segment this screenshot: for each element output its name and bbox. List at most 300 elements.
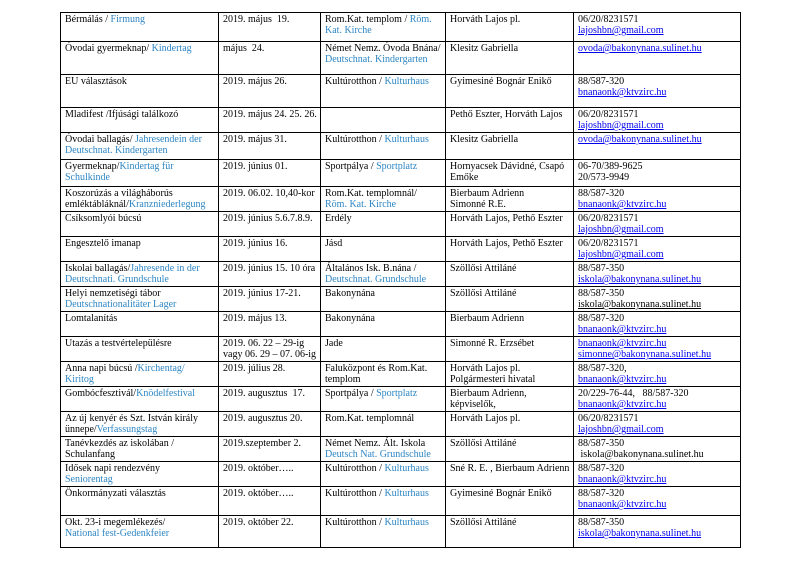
table-cell [446,75,574,108]
text-segment: Horváth Lajos pl. [450,14,521,25]
text-segment: Kultúrotthon / [325,76,385,87]
table-cell [574,516,741,548]
table-cell [219,516,321,548]
table-cell [219,287,321,312]
text-segment: Bierbaum Adrienn [450,313,525,324]
table-row [61,516,741,548]
table-cell [574,262,741,287]
text-segment: Bierbaum Adrienn [450,188,525,199]
text-segment: 2019. május 13. [223,313,287,324]
cell-line [578,249,738,260]
text-segment: 2019. június 16. [223,238,288,249]
text-segment: 2019. június 01. [223,161,288,172]
table-cell [61,262,219,287]
cell-line [325,25,443,36]
cell-line [223,14,318,25]
cell-line [578,338,738,349]
text-segment: 2019. október 22. [223,517,294,528]
translation-text: Deutsch Nat. Grundschule [325,449,431,460]
cell-line [578,474,738,485]
text-segment: 2019.szeptember 2. [223,438,302,449]
cell-line [578,172,738,183]
cell-line [325,238,443,249]
email-link[interactable]: bnanaonk@ktvzirc.hu [578,474,667,485]
text-segment: Polgármesteri hivatal [450,374,536,385]
table-cell [61,75,219,108]
text-segment: Lomtalanítás [65,313,118,324]
cell-line [578,14,738,25]
translation-text: Verfassungstag [96,424,158,435]
table-cell [219,437,321,462]
email-link[interactable]: lajoshbn@gmail.com [578,224,664,235]
table-cell [446,108,574,133]
email-link[interactable]: lajoshbn@gmail.com [578,120,664,131]
text-segment: Kultúrotthon / [325,134,385,145]
table-cell [219,160,321,187]
text-segment: 06/20/8231571 [578,213,639,224]
cell-line [223,413,318,424]
cell-line [578,499,738,510]
table-cell [446,462,574,487]
table-row [61,462,741,487]
table-cell [61,13,219,42]
cell-line [578,188,738,199]
cell-line [65,14,216,25]
text-segment: 2019. október….. [223,488,294,499]
table-cell [446,362,574,387]
cell-line [325,388,443,399]
cell-line [450,488,571,499]
cell-line [65,517,216,528]
translation-text: Deutschnat. Kindergarten [325,54,428,65]
cell-line [223,438,318,449]
table-row [61,487,741,516]
cell-line [450,238,571,249]
cell-line [325,43,443,54]
cell-line [325,213,443,224]
translation-text: Kulturhaus [384,517,429,528]
table-cell [61,437,219,462]
cell-line [578,161,738,172]
table-cell [321,487,446,516]
text-segment: Jásd [325,238,343,249]
table-cell [446,412,574,437]
table-cell [446,387,574,412]
table-cell [321,516,446,548]
cell-line [223,134,318,145]
text-segment: Gombócfesztivál/ [65,388,137,399]
text-segment: 20/229-76-44, 88/587-320 [578,388,689,399]
text-segment: 2019. 06. 22 – 29-ig [223,338,305,349]
table-cell [446,287,574,312]
cell-line [450,517,571,528]
text-segment: 2019. augusztus 17. [223,388,305,399]
cell-line [65,424,216,435]
translation-text: Seniorentag [65,474,113,485]
table-row [61,187,741,212]
table-cell [219,187,321,212]
cell-line [223,43,318,54]
table-cell [446,42,574,75]
table-cell [219,262,321,287]
cell-line [450,213,571,224]
cell-line [65,172,216,183]
cell-line [223,161,318,172]
email-link[interactable]: ovoda@bakonynana.sulinet.hu [578,134,702,145]
cell-line [578,517,738,528]
table-cell [574,412,741,437]
cell-line [578,438,738,449]
cell-line [325,274,443,285]
table-cell [61,133,219,160]
cell-line [578,109,738,120]
cell-line [65,199,216,210]
events-table-body [61,13,741,548]
table-cell [61,387,219,412]
cell-line [578,299,738,310]
table-cell [61,516,219,548]
cell-line [325,363,443,374]
table-row [61,237,741,262]
text-segment: 88/587-320 [578,488,625,499]
text-segment: Horváth Lajos, Pethő Eszter [450,213,563,224]
table-cell [61,362,219,387]
text-segment: 2019. június 5.6.7.8.9. [223,213,313,224]
table-cell [574,108,741,133]
cell-line [223,213,318,224]
email-link[interactable]: bnanaonk@ktvzirc.hu [578,374,667,385]
text-segment: 2019. május 19. [223,14,290,25]
translation-text: Kindertag [151,43,192,54]
table-cell [574,362,741,387]
cell-line [223,488,318,499]
table-cell [574,237,741,262]
text-segment: emléktábláknál/ [65,199,129,210]
email-link[interactable]: lajoshbn@gmail.com [578,424,664,435]
table-row [61,287,741,312]
text-segment: 88/587-350 [578,263,625,274]
cell-line [578,288,738,299]
table-cell [446,487,574,516]
text-segment: május 24. [223,43,265,54]
cell-line [325,413,443,424]
text-segment: Idősek napi rendezvény [65,463,160,474]
table-cell [321,212,446,237]
table-cell [321,42,446,75]
events-table [60,12,741,548]
text-segment: Kultúrotthon / [325,488,385,499]
table-cell [321,437,446,462]
cell-line [65,109,216,120]
text-segment: Német Nemz. Óvoda Bnána/ [325,43,441,54]
cell-line [65,449,216,460]
text-segment: Rom.Kat. templomnál/ [325,188,417,199]
table-cell [219,487,321,516]
cell-line [223,188,318,199]
table-row [61,13,741,42]
text-segment: 88/587-350 [578,517,625,528]
table-cell [446,133,574,160]
cell-line [65,313,216,324]
cell-line [65,338,216,349]
cell-line [578,388,738,399]
email-link[interactable]: bnanaonk@ktvzirc.hu [578,199,667,210]
cell-line [325,288,443,299]
text-segment: Kultúrotthon / [325,517,385,528]
cell-line [450,338,571,349]
cell-line [223,388,318,399]
table-cell [446,187,574,212]
table-cell [321,187,446,212]
table-cell [219,462,321,487]
table-cell [61,42,219,75]
table-row [61,108,741,133]
text-segment: képviselők, [450,399,496,410]
text-segment: Sportpálya / [325,388,377,399]
email-link[interactable]: iskola@bakonynana.sulinet.hu [578,274,702,285]
email-link[interactable]: lajoshbn@gmail.com [578,25,664,36]
text-segment: Okt. 23-i megemlékezés/ [65,517,166,528]
translation-text: Kulturhaus [384,134,429,145]
email-link[interactable]: ovoda@bakonynana.sulinet.hu [578,43,702,54]
table-cell [219,42,321,75]
table-cell [574,387,741,412]
translation-text: Sportplatz [376,388,418,399]
table-cell [219,108,321,133]
table-cell [61,108,219,133]
table-cell [219,75,321,108]
text-segment: iskola@bakonynana.sulinet.hu [578,299,702,310]
cell-line [325,199,443,210]
cell-line [578,363,738,374]
table-row [61,160,741,187]
text-segment: Klesitz Gabriella [450,43,519,54]
cell-line [325,134,443,145]
table-cell [61,160,219,187]
text-segment: 2019. május 24. 25. 26. [223,109,317,120]
table-cell [61,487,219,516]
cell-line [578,463,738,474]
cell-line [578,374,738,385]
text-segment: Helyi nemzetiségi tábor [65,288,161,299]
cell-line [450,374,571,385]
cell-line [325,488,443,499]
table-cell [446,237,574,262]
cell-line [65,463,216,474]
text-segment: 88/587-320 [578,188,625,199]
email-link[interactable]: bnanaonk@ktvzirc.hu [578,399,667,410]
cell-line [450,438,571,449]
cell-line [578,134,738,145]
cell-line [578,87,738,98]
text-segment: Általános Isk. B.nána / [325,263,417,274]
cell-line [65,288,216,299]
cell-line [223,238,318,249]
table-cell [321,387,446,412]
text-segment: Csíksomlyói búcsú [65,213,142,224]
translation-text: Röm. [409,14,432,25]
text-segment: Klesitz Gabriella [450,134,519,145]
email-link[interactable]: simonne@bakonynana.sulinet.hu [578,349,712,360]
text-segment: Utazás a testvértelepülésre [65,338,172,349]
translation-text: National fest-Gedenkfeier [65,528,170,539]
text-segment: Óvodai ballagás/ [65,134,135,145]
cell-line [223,517,318,528]
table-cell [61,212,219,237]
cell-line [325,14,443,25]
table-cell [574,13,741,42]
text-segment: 20/573-9949 [578,172,630,183]
text-segment: 2019. június 15. 10 óra [223,263,316,274]
table-cell [61,237,219,262]
text-segment: Szöllősi Attiláné [450,438,517,449]
text-segment: 88/587-320 [578,313,625,324]
cell-line [65,374,216,385]
text-segment: Jade [325,338,343,349]
text-segment: Óvodai gyermeknap/ [65,43,152,54]
table-cell [61,312,219,337]
cell-line [450,363,571,374]
cell-line [65,161,216,172]
table-row [61,312,741,337]
cell-line [578,25,738,36]
text-segment: Mladifest /Ifjúsági találkozó [65,109,179,120]
cell-line [223,363,318,374]
table-cell [321,13,446,42]
text-segment: templom [325,374,361,385]
text-segment: Gyermeknap/ [65,161,120,172]
text-segment: 88/587-320 [578,463,625,474]
text-segment: 06/20/8231571 [578,14,639,25]
cell-line [325,517,443,528]
text-segment: Engesztelő imanap [65,238,141,249]
translation-text: Schulkinde [65,172,110,183]
cell-line [65,145,216,156]
table-cell [219,13,321,42]
table-cell [219,412,321,437]
cell-line [223,109,318,120]
translation-text: Jahresende in der [130,263,200,274]
text-segment: Schulanfang [65,449,115,460]
text-segment: 06/20/8231571 [578,413,639,424]
text-segment: Pethő Eszter, Horváth Lajos [450,109,563,120]
cell-line [325,374,443,385]
text-segment: Az új kenyér és Szt. István király [65,413,199,424]
text-segment: Német Nemz. Ált. Iskola [325,438,426,449]
text-segment: Horváth Lajos pl. [450,413,521,424]
email-link[interactable]: lajoshbn@gmail.com [578,249,664,260]
table-cell [574,287,741,312]
text-segment: Bierbaum Adrienn, [450,388,527,399]
cell-line [578,224,738,235]
cell-line [223,76,318,87]
table-cell [574,187,741,212]
email-link[interactable]: bnanaonk@ktvzirc.hu [578,324,667,335]
cell-line [223,288,318,299]
table-cell [321,133,446,160]
text-segment: Szöllősi Attiláné [450,288,517,299]
text-segment: 2019. augusztus 20. [223,413,303,424]
cell-line [450,413,571,424]
email-link[interactable]: iskola@bakonynana.sulinet.hu [578,528,702,539]
text-segment: Sportpálya / [325,161,377,172]
translation-text: Kulturhaus [384,463,429,474]
cell-line [450,109,571,120]
translation-text: Kat. Kirche [325,25,372,36]
cell-line [65,43,216,54]
text-segment: Anna napi búcsú / [65,363,138,374]
text-segment: 88/587-350 [578,438,625,449]
email-link[interactable]: bnanaonk@ktvzirc.hu [578,499,667,510]
cell-line [65,134,216,145]
table-cell [321,287,446,312]
table-cell [219,362,321,387]
cell-line [450,263,571,274]
cell-line [65,528,216,539]
cell-line [65,388,216,399]
text-segment: ünnepe/ [65,424,97,435]
cell-line [65,213,216,224]
table-cell [446,437,574,462]
cell-line [65,438,216,449]
table-cell [219,387,321,412]
cell-line [450,161,571,172]
cell-line [578,120,738,131]
table-cell [321,237,446,262]
cell-line [578,238,738,249]
table-cell [61,187,219,212]
translation-text: Kiritog [65,374,94,385]
cell-line [578,213,738,224]
translation-text: Knödelfestival [136,388,195,399]
email-link[interactable]: bnanaonk@ktvzirc.hu [578,338,667,349]
table-cell [574,42,741,75]
text-segment: Bakonynána [325,313,375,324]
cell-line [325,313,443,324]
text-segment: Gyimesiné Bognár Enikő [450,76,552,87]
cell-line [325,263,443,274]
email-link[interactable]: bnanaonk@ktvzirc.hu [578,87,667,98]
cell-line [578,76,738,87]
cell-line [223,338,318,349]
cell-line [223,263,318,274]
text-segment: 2019. 06.02. 10,40-kor [223,188,315,199]
text-segment: iskola@bakonynana.sulinet.hu [578,449,704,460]
text-segment: Iskolai ballagás/ [65,263,131,274]
table-cell [321,462,446,487]
translation-text: Sportplatz [376,161,418,172]
text-segment: Sné R. E. , Bierbaum Adrienn [450,463,570,474]
text-segment: 2019. május 26. [223,76,287,87]
text-segment: 06/20/8231571 [578,238,639,249]
cell-line [65,274,216,285]
text-segment: Simonné R.E. [450,199,506,210]
text-segment: Faluközpont és Rom.Kat. [325,363,428,374]
table-cell [446,262,574,287]
table-row [61,362,741,387]
translation-text: Deutschnati. Grundschule [65,274,169,285]
cell-line [65,299,216,310]
translation-text: Jahresendein der [134,134,202,145]
cell-line [450,399,571,410]
table-row [61,437,741,462]
cell-line [325,449,443,460]
cell-line [578,488,738,499]
cell-line [450,14,571,25]
table-cell [321,75,446,108]
text-segment: Szöllősi Attiláné [450,517,517,528]
cell-line [65,188,216,199]
